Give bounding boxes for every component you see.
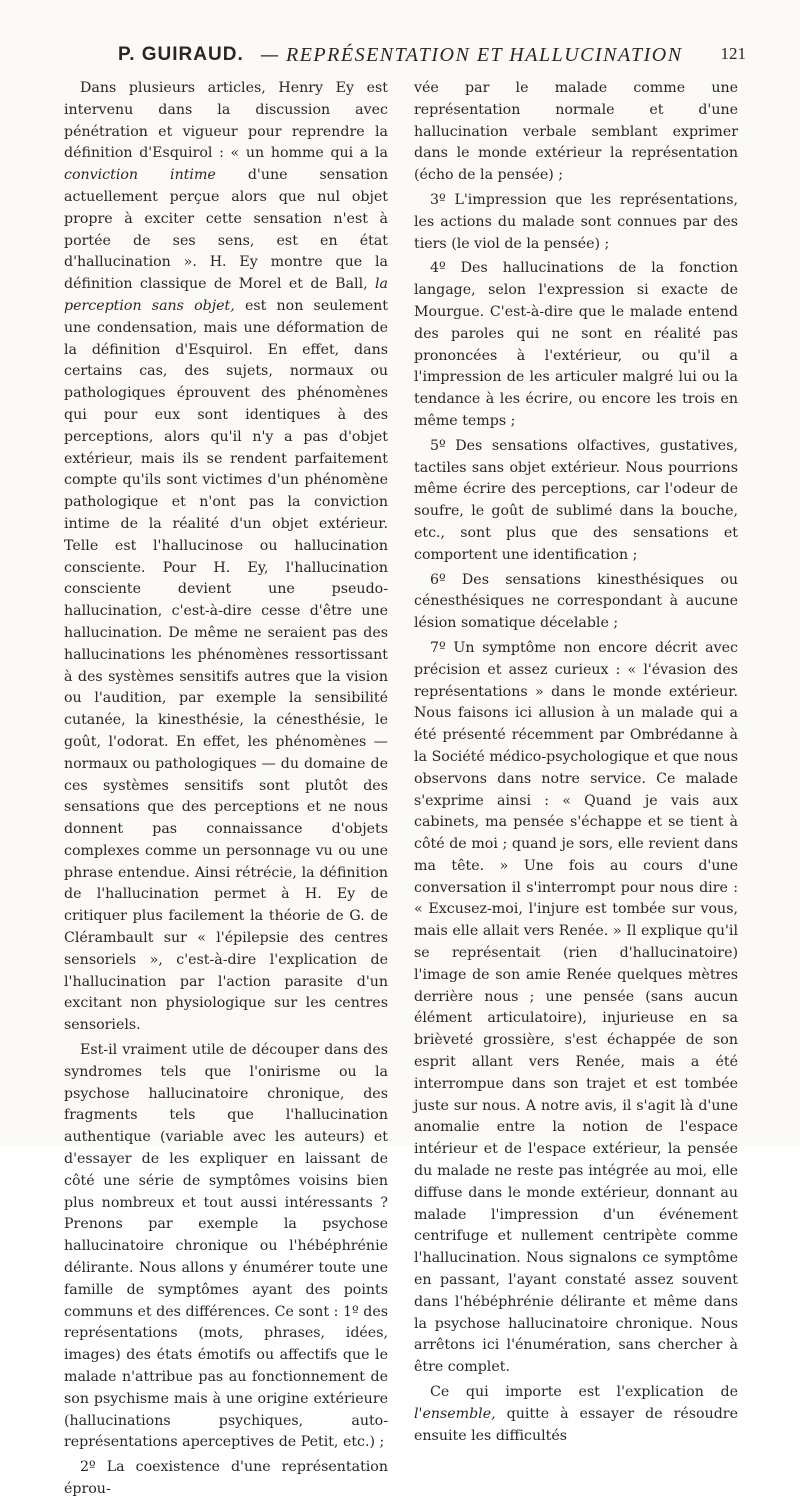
emphasis-conviction-intime: conviction intime	[64, 167, 216, 184]
text-run: quitte à essayer de résoudre ensuite les difficultés	[414, 1405, 738, 1444]
emphasis-perception-sans-objet: la perception sans objet,	[64, 276, 388, 314]
paragraph-item-3: 3º L'impression que les représentations, les actions du malade sont connues par des tiers (le viol de la pensée) ;	[414, 191, 738, 252]
header-author: P. GUIRAUD.	[118, 44, 244, 65]
page-number: 121	[720, 44, 746, 63]
header-dash: —	[260, 44, 279, 66]
paragraph-item-2-end: vée par le malade comme une représentation normale et d'une hallucination verbale semblant exprimer dans le monde extérieur la représentation (écho de la pensée) ;	[414, 80, 738, 184]
header-title: REPRÉSENTATION ET HALLUCINATION	[286, 44, 683, 66]
text-run: Dans plusieurs articles, Henry Ey est intervenu dans la discussion avec pénétration et vigueur pour reprendre la définition d'Esquirol : « un homme qui a la	[64, 80, 388, 162]
paragraph-conclusion	[414, 1382, 738, 1447]
paragraph-item-2-start: 2º La coexistence d'une représentation éprou-	[64, 1459, 388, 1497]
running-header	[48, 44, 746, 78]
text-run: Ce qui importe est l'explication de	[430, 1384, 738, 1401]
paragraph-item-5: 5º Des sensations olfactives, gustatives, tactiles sans objet extérieur. Nous pourrions même écrire des perceptions, car l'odeur de soufre, le goût de sublimé dans la bouche, etc., sont plus que des sensations et comportent une identification ;	[414, 437, 738, 563]
paragraph-item-6: 6º Des sensations kinesthésiques ou cénesthésiques ne correspondant à aucune lésion somatique décelable ;	[414, 571, 738, 632]
right-column	[414, 78, 738, 1447]
left-column	[64, 78, 388, 1501]
paragraph-item-7: 7º Un symptôme non encore décrit avec précision et assez curieux : « l'évasion des représentations » dans le monde extérieur. Nous faisons ici allusion à un malade qui a été présenté récemment par Ombrédanne à la Société médico-psychologique et que nous observons dans notre service. Ce malade s'exprime ainsi : « Quand je vais aux cabinets, ma pensée s'échappe et se tient à côté de moi ; quand je sors, elle revient dans ma tête. » Une fois au cours d'une conversation il s'interrompt pour nous dire : « Excusez-moi, l'injure est tombée sur vous, mais elle allait vers Renée. » Il explique qu'il se représentait (rien d'hallucinatoire) l'image de son amie Renée quelques mètres derrière nous ; une pensée (sans aucun élément articulatoire), injurieuse en sa brièveté grossière, s'est échappée de son esprit allant vers Renée, mais a été interrompue dans son trajet et est tombée juste sur nous. A notre avis, il s'agit là d'une anomalie entre la notion de l'espace intérieur et de l'espace extérieur, la pensée du malade ne reste pas intégrée au moi, elle diffuse dans le monde extérieur, donnant au malade l'impression d'un événement centrifuge et nullement centripète comme l'hallucination. Nous signalons ce symptôme en passant, l'ayant constaté assez souvent dans l'hébéphrénie délirante et même dans la psychose hallucinatoire chronique. Nous arrêtons ici l'énumération, sans chercher à être complet.	[414, 639, 738, 1376]
paragraph-item-4: 4º Des hallucinations de la fonction langage, selon l'expression si exacte de Mourgue. C'est-à-dire que le malade entend des paroles qui ne sont en réalité pas prononcées à l'extérieur, ou qu'il a l'impression de les articuler malgré lui ou la tendance à les écrire, ou encore les trois en même temps ;	[414, 260, 738, 429]
text-run: d'une sensation actuellement perçue alors que nul objet propre à exciter cette sensation n'est à portée de ses sens, est en état d'hallucination ». H. Ey montre que la définition classique de Morel et de Ball,	[64, 167, 388, 293]
paragraph-ey-definition	[64, 78, 388, 1037]
emphasis-ensemble: l'ensemble,	[414, 1405, 496, 1422]
text-run: est non seulement une condensation, mais une déformation de la définition d'Esquirol. En effet, dans certains cas, des sujets, normaux ou pathologiques éprouvent des phénomènes qui pour eux sont identiques à des perceptions, alors qu'il n'y a pas d'objet extérieur, mais ils se rendent parfaitement compte qu'ils sont victimes d'un phénomène pathologique et n'ont pas la conviction intime de la réalité d'un objet extérieur. Telle est l'hallucinose ou hallucination consciente. Pour H. Ey, l'hallucination consciente devient une pseudo-hallucination, c'est-à-dire cesse d'être une hallucination. De même ne seraient pas des hallucinations les phénomènes ressortissant à des systèmes sensitifs autres que la vision ou l'audition, par exemple la sensibilité cutanée, la kinesthésie, la cénesthésie, le goût, l'odorat. En effet, les phénomènes — normaux ou pathologiques — du domaine de ces systèmes sensitifs sont plutôt des sensations que des perceptions et ne nous donnent pas connaissance d'objets complexes comme un personnage vu ou une phrase entendue. Ainsi rétrécie, la définition de l'hallucination permet à H. Ey de critiquer plus facilement la théorie de G. de Clérambault sur « l'épilepsie des centres sensoriels », c'est-à-dire l'explication de l'hallucination par l'action parasite d'un excitant non physiologique sur les centres sensoriels.	[64, 297, 388, 1034]
paragraph-symptom-family: Est-il vraiment utile de découper dans des syndromes tels que l'onirisme ou la psychose hallucinatoire chronique, des fragments tels que l'hallucination authentique (variable avec les auteurs) et d'essayer de les expliquer en laissant de côté une série de symptômes voisins bien plus nombreux et tout aussi intéressants ? Prenons par exemple la psychose hallucinatoire chronique ou l'hébéphrénie délirante. Nous allons y énumérer toute une famille de symptômes ayant des points communs et des différences. Ce sont : 1º des représentations (mots, phrases, idées, images) des états émotifs ou affectifs que le malade n'attribue pas au fonctionnement de son psychisme mais à une origine extérieure (hallucinations psychiques, auto-représentations aperceptives de Petit, etc.) ;	[64, 1042, 388, 1451]
